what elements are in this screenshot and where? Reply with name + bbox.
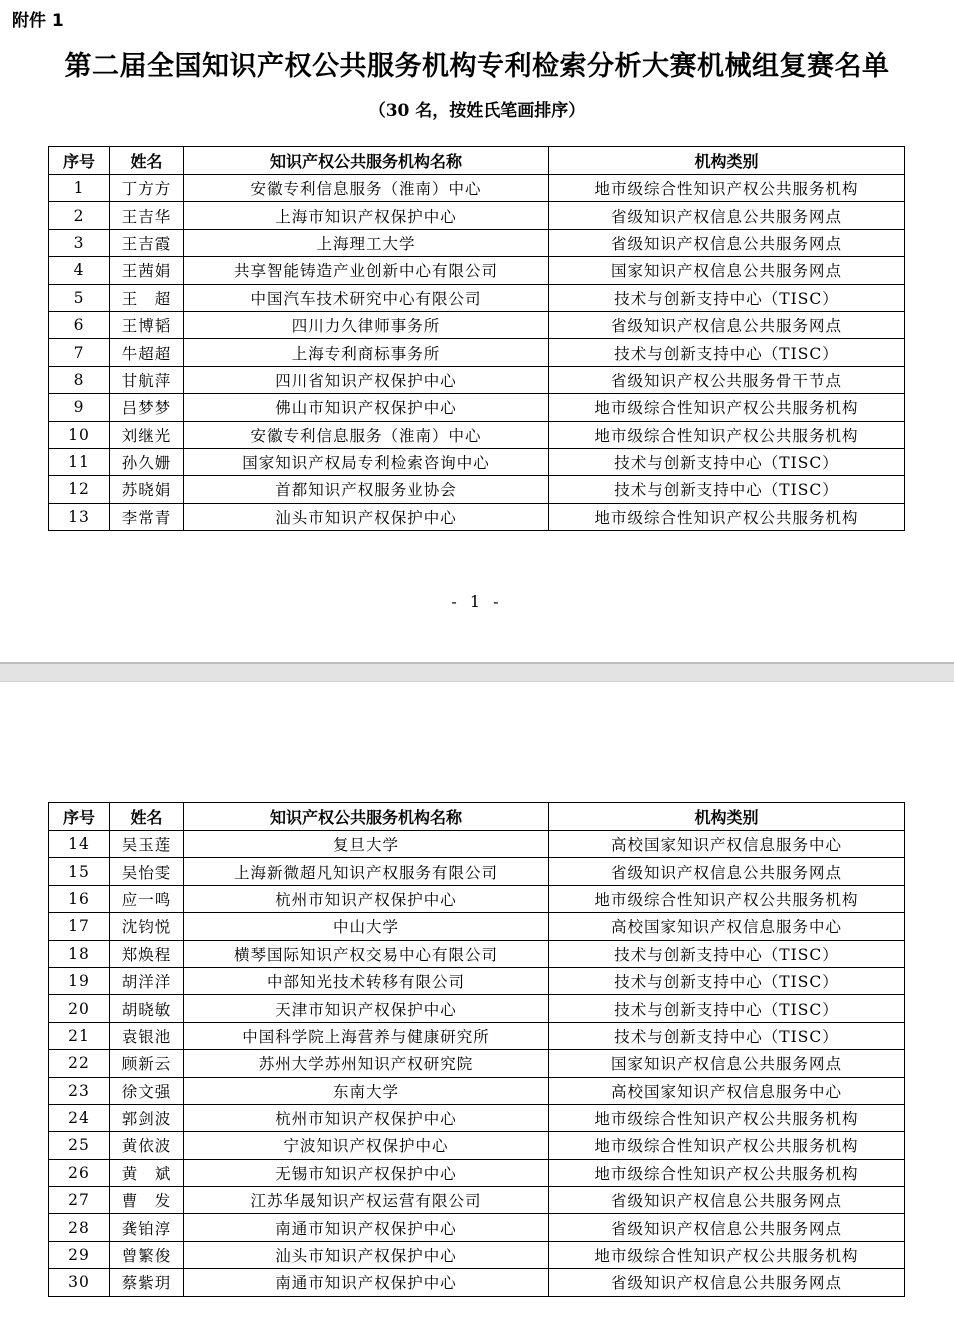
cell-name: 应一鸣 [110, 885, 184, 912]
cell-type: 技术与创新支持中心（TISC） [549, 940, 905, 967]
cell-org: 四川省知识产权保护中心 [184, 366, 549, 393]
cell-org: 东南大学 [184, 1077, 549, 1104]
cell-type: 地市级综合性知识产权公共服务机构 [549, 394, 905, 421]
cell-type: 技术与创新支持中心（TISC） [549, 448, 905, 475]
cell-name: 王茜娟 [110, 257, 184, 284]
table-row [49, 366, 905, 393]
cell-name: 王 超 [110, 284, 184, 311]
cell-type: 技术与创新支持中心（TISC） [549, 995, 905, 1022]
cell-no: 23 [49, 1077, 110, 1104]
cell-type: 国家知识产权信息公共服务网点 [549, 1050, 905, 1077]
cell-no: 4 [49, 257, 110, 284]
cell-no: 22 [49, 1050, 110, 1077]
cell-name: 吴玉莲 [110, 831, 184, 858]
table-row [49, 1241, 905, 1268]
cell-org: 江苏华晟知识产权运营有限公司 [184, 1187, 549, 1214]
cell-no: 13 [49, 503, 110, 530]
table-row [49, 885, 905, 912]
cell-no: 25 [49, 1132, 110, 1159]
table-body-page-2 [49, 831, 905, 1297]
header-no: 序号 [49, 803, 110, 831]
cell-org: 共享智能铸造产业创新中心有限公司 [184, 257, 549, 284]
table-header-row [49, 803, 905, 831]
table-row [49, 175, 905, 202]
table-row [49, 1159, 905, 1186]
cell-no: 15 [49, 858, 110, 885]
cell-type: 地市级综合性知识产权公共服务机构 [549, 1159, 905, 1186]
table-row [49, 476, 905, 503]
table-row [49, 202, 905, 229]
cell-type: 技术与创新支持中心（TISC） [549, 1022, 905, 1049]
table-body-page-1 [49, 175, 905, 531]
cell-type: 技术与创新支持中心（TISC） [549, 284, 905, 311]
cell-type: 地市级综合性知识产权公共服务机构 [549, 175, 905, 202]
cell-type: 地市级综合性知识产权公共服务机构 [549, 885, 905, 912]
cell-type: 地市级综合性知识产权公共服务机构 [549, 1104, 905, 1131]
cell-org: 天津市知识产权保护中心 [184, 995, 549, 1022]
cell-no: 26 [49, 1159, 110, 1186]
roster-table-page-1 [48, 146, 905, 531]
cell-name: 王吉华 [110, 202, 184, 229]
cell-no: 24 [49, 1104, 110, 1131]
cell-type: 省级知识产权公共服务骨干节点 [549, 366, 905, 393]
cell-name: 龚铂淳 [110, 1214, 184, 1241]
cell-no: 17 [49, 913, 110, 940]
table-row [49, 1214, 905, 1241]
table-row [49, 503, 905, 530]
table-row [49, 229, 905, 256]
cell-type: 高校国家知识产权信息服务中心 [549, 913, 905, 940]
cell-no: 14 [49, 831, 110, 858]
cell-name: 吴怡雯 [110, 858, 184, 885]
cell-no: 11 [49, 448, 110, 475]
cell-type: 技术与创新支持中心（TISC） [549, 339, 905, 366]
cell-type: 地市级综合性知识产权公共服务机构 [549, 1241, 905, 1268]
cell-name: 胡洋洋 [110, 967, 184, 994]
cell-org: 上海新微超凡知识产权服务有限公司 [184, 858, 549, 885]
table-row [49, 1050, 905, 1077]
cell-name: 曹 发 [110, 1187, 184, 1214]
cell-type: 省级知识产权信息公共服务网点 [549, 1187, 905, 1214]
cell-org: 首都知识产权服务业协会 [184, 476, 549, 503]
table-row [49, 1132, 905, 1159]
cell-no: 28 [49, 1214, 110, 1241]
cell-org: 中国汽车技术研究中心有限公司 [184, 284, 549, 311]
table-row [49, 1269, 905, 1296]
cell-name: 王吉霞 [110, 229, 184, 256]
cell-org: 杭州市知识产权保护中心 [184, 1104, 549, 1131]
cell-name: 孙久姗 [110, 448, 184, 475]
cell-name: 沈钧悦 [110, 913, 184, 940]
cell-org: 国家知识产权局专利检索咨询中心 [184, 448, 549, 475]
cell-no: 18 [49, 940, 110, 967]
cell-type: 省级知识产权信息公共服务网点 [549, 229, 905, 256]
cell-org: 苏州大学苏州知识产权研究院 [184, 1050, 549, 1077]
header-org: 知识产权公共服务机构名称 [184, 803, 549, 831]
cell-name: 王博韬 [110, 311, 184, 338]
table-row [49, 1022, 905, 1049]
cell-name: 牛超超 [110, 339, 184, 366]
table-row [49, 257, 905, 284]
table-row [49, 940, 905, 967]
cell-type: 技术与创新支持中心（TISC） [549, 476, 905, 503]
cell-org: 宁波知识产权保护中心 [184, 1132, 549, 1159]
table-row [49, 831, 905, 858]
cell-no: 21 [49, 1022, 110, 1049]
cell-type: 地市级综合性知识产权公共服务机构 [549, 421, 905, 448]
table-row [49, 421, 905, 448]
header-type: 机构类别 [549, 147, 905, 175]
cell-org: 中山大学 [184, 913, 549, 940]
cell-type: 技术与创新支持中心（TISC） [549, 967, 905, 994]
header-type: 机构类别 [549, 803, 905, 831]
table-row [49, 339, 905, 366]
cell-name: 吕梦梦 [110, 394, 184, 421]
cell-org: 中部知光技术转移有限公司 [184, 967, 549, 994]
cell-no: 3 [49, 229, 110, 256]
cell-name: 苏晓娟 [110, 476, 184, 503]
cell-no: 29 [49, 1241, 110, 1268]
cell-org: 安徽专利信息服务（淮南）中心 [184, 175, 549, 202]
table-header-row [49, 147, 905, 175]
cell-type: 地市级综合性知识产权公共服务机构 [549, 1132, 905, 1159]
cell-name: 丁方方 [110, 175, 184, 202]
cell-org: 南通市知识产权保护中心 [184, 1269, 549, 1296]
cell-org: 汕头市知识产权保护中心 [184, 1241, 549, 1268]
cell-name: 黄 斌 [110, 1159, 184, 1186]
cell-org: 汕头市知识产权保护中心 [184, 503, 549, 530]
cell-type: 省级知识产权信息公共服务网点 [549, 202, 905, 229]
table-row [49, 1104, 905, 1131]
document-page-2 [0, 682, 954, 1334]
cell-no: 9 [49, 394, 110, 421]
cell-org: 南通市知识产权保护中心 [184, 1214, 549, 1241]
document-subtitle: （30 名，按姓氏笔画排序） [368, 101, 586, 121]
cell-name: 李常青 [110, 503, 184, 530]
table-row [49, 913, 905, 940]
cell-no: 6 [49, 311, 110, 338]
cell-org: 四川力久律师事务所 [184, 311, 549, 338]
cell-no: 20 [49, 995, 110, 1022]
cell-name: 郑焕程 [110, 940, 184, 967]
cell-org: 复旦大学 [184, 831, 549, 858]
cell-no: 12 [49, 476, 110, 503]
table-row [49, 1187, 905, 1214]
cell-no: 7 [49, 339, 110, 366]
table-row [49, 311, 905, 338]
cell-org: 上海理工大学 [184, 229, 549, 256]
page-separator [0, 662, 954, 682]
page-number: - 1 - [451, 592, 503, 611]
cell-type: 高校国家知识产权信息服务中心 [549, 1077, 905, 1104]
cell-name: 袁银池 [110, 1022, 184, 1049]
cell-org: 无锡市知识产权保护中心 [184, 1159, 549, 1186]
table-row [49, 967, 905, 994]
header-no: 序号 [49, 147, 110, 175]
attachment-label: 附件 1 [12, 11, 64, 31]
cell-type: 国家知识产权信息公共服务网点 [549, 257, 905, 284]
cell-no: 10 [49, 421, 110, 448]
roster-table-page-2 [48, 802, 905, 1297]
cell-name: 徐文强 [110, 1077, 184, 1104]
cell-type: 高校国家知识产权信息服务中心 [549, 831, 905, 858]
document-page-1 [0, 0, 954, 662]
cell-org: 佛山市知识产权保护中心 [184, 394, 549, 421]
cell-no: 16 [49, 885, 110, 912]
cell-name: 蔡紫玥 [110, 1269, 184, 1296]
cell-type: 省级知识产权信息公共服务网点 [549, 858, 905, 885]
cell-name: 黄依波 [110, 1132, 184, 1159]
cell-no: 19 [49, 967, 110, 994]
header-name: 姓名 [110, 147, 184, 175]
document-title: 第二届全国知识产权公共服务机构专利检索分析大赛机械组复赛名单 [64, 51, 890, 82]
cell-type: 省级知识产权信息公共服务网点 [549, 311, 905, 338]
cell-no: 2 [49, 202, 110, 229]
table-row [49, 394, 905, 421]
cell-type: 地市级综合性知识产权公共服务机构 [549, 503, 905, 530]
cell-org: 上海专利商标事务所 [184, 339, 549, 366]
cell-org: 安徽专利信息服务（淮南）中心 [184, 421, 549, 448]
table-row [49, 995, 905, 1022]
cell-name: 刘继光 [110, 421, 184, 448]
table-row [49, 284, 905, 311]
cell-name: 顾新云 [110, 1050, 184, 1077]
table-row [49, 1077, 905, 1104]
cell-no: 30 [49, 1269, 110, 1296]
cell-org: 横琴国际知识产权交易中心有限公司 [184, 940, 549, 967]
cell-name: 郭剑波 [110, 1104, 184, 1131]
header-org: 知识产权公共服务机构名称 [184, 147, 549, 175]
header-name: 姓名 [110, 803, 184, 831]
cell-type: 省级知识产权信息公共服务网点 [549, 1214, 905, 1241]
cell-name: 甘航萍 [110, 366, 184, 393]
cell-no: 27 [49, 1187, 110, 1214]
cell-no: 8 [49, 366, 110, 393]
table-row [49, 858, 905, 885]
cell-org: 中国科学院上海营养与健康研究所 [184, 1022, 549, 1049]
cell-type: 省级知识产权信息公共服务网点 [549, 1269, 905, 1296]
cell-org: 杭州市知识产权保护中心 [184, 885, 549, 912]
table-row [49, 448, 905, 475]
cell-name: 胡晓敏 [110, 995, 184, 1022]
cell-name: 曾繁俊 [110, 1241, 184, 1268]
cell-no: 5 [49, 284, 110, 311]
cell-no: 1 [49, 175, 110, 202]
cell-org: 上海市知识产权保护中心 [184, 202, 549, 229]
